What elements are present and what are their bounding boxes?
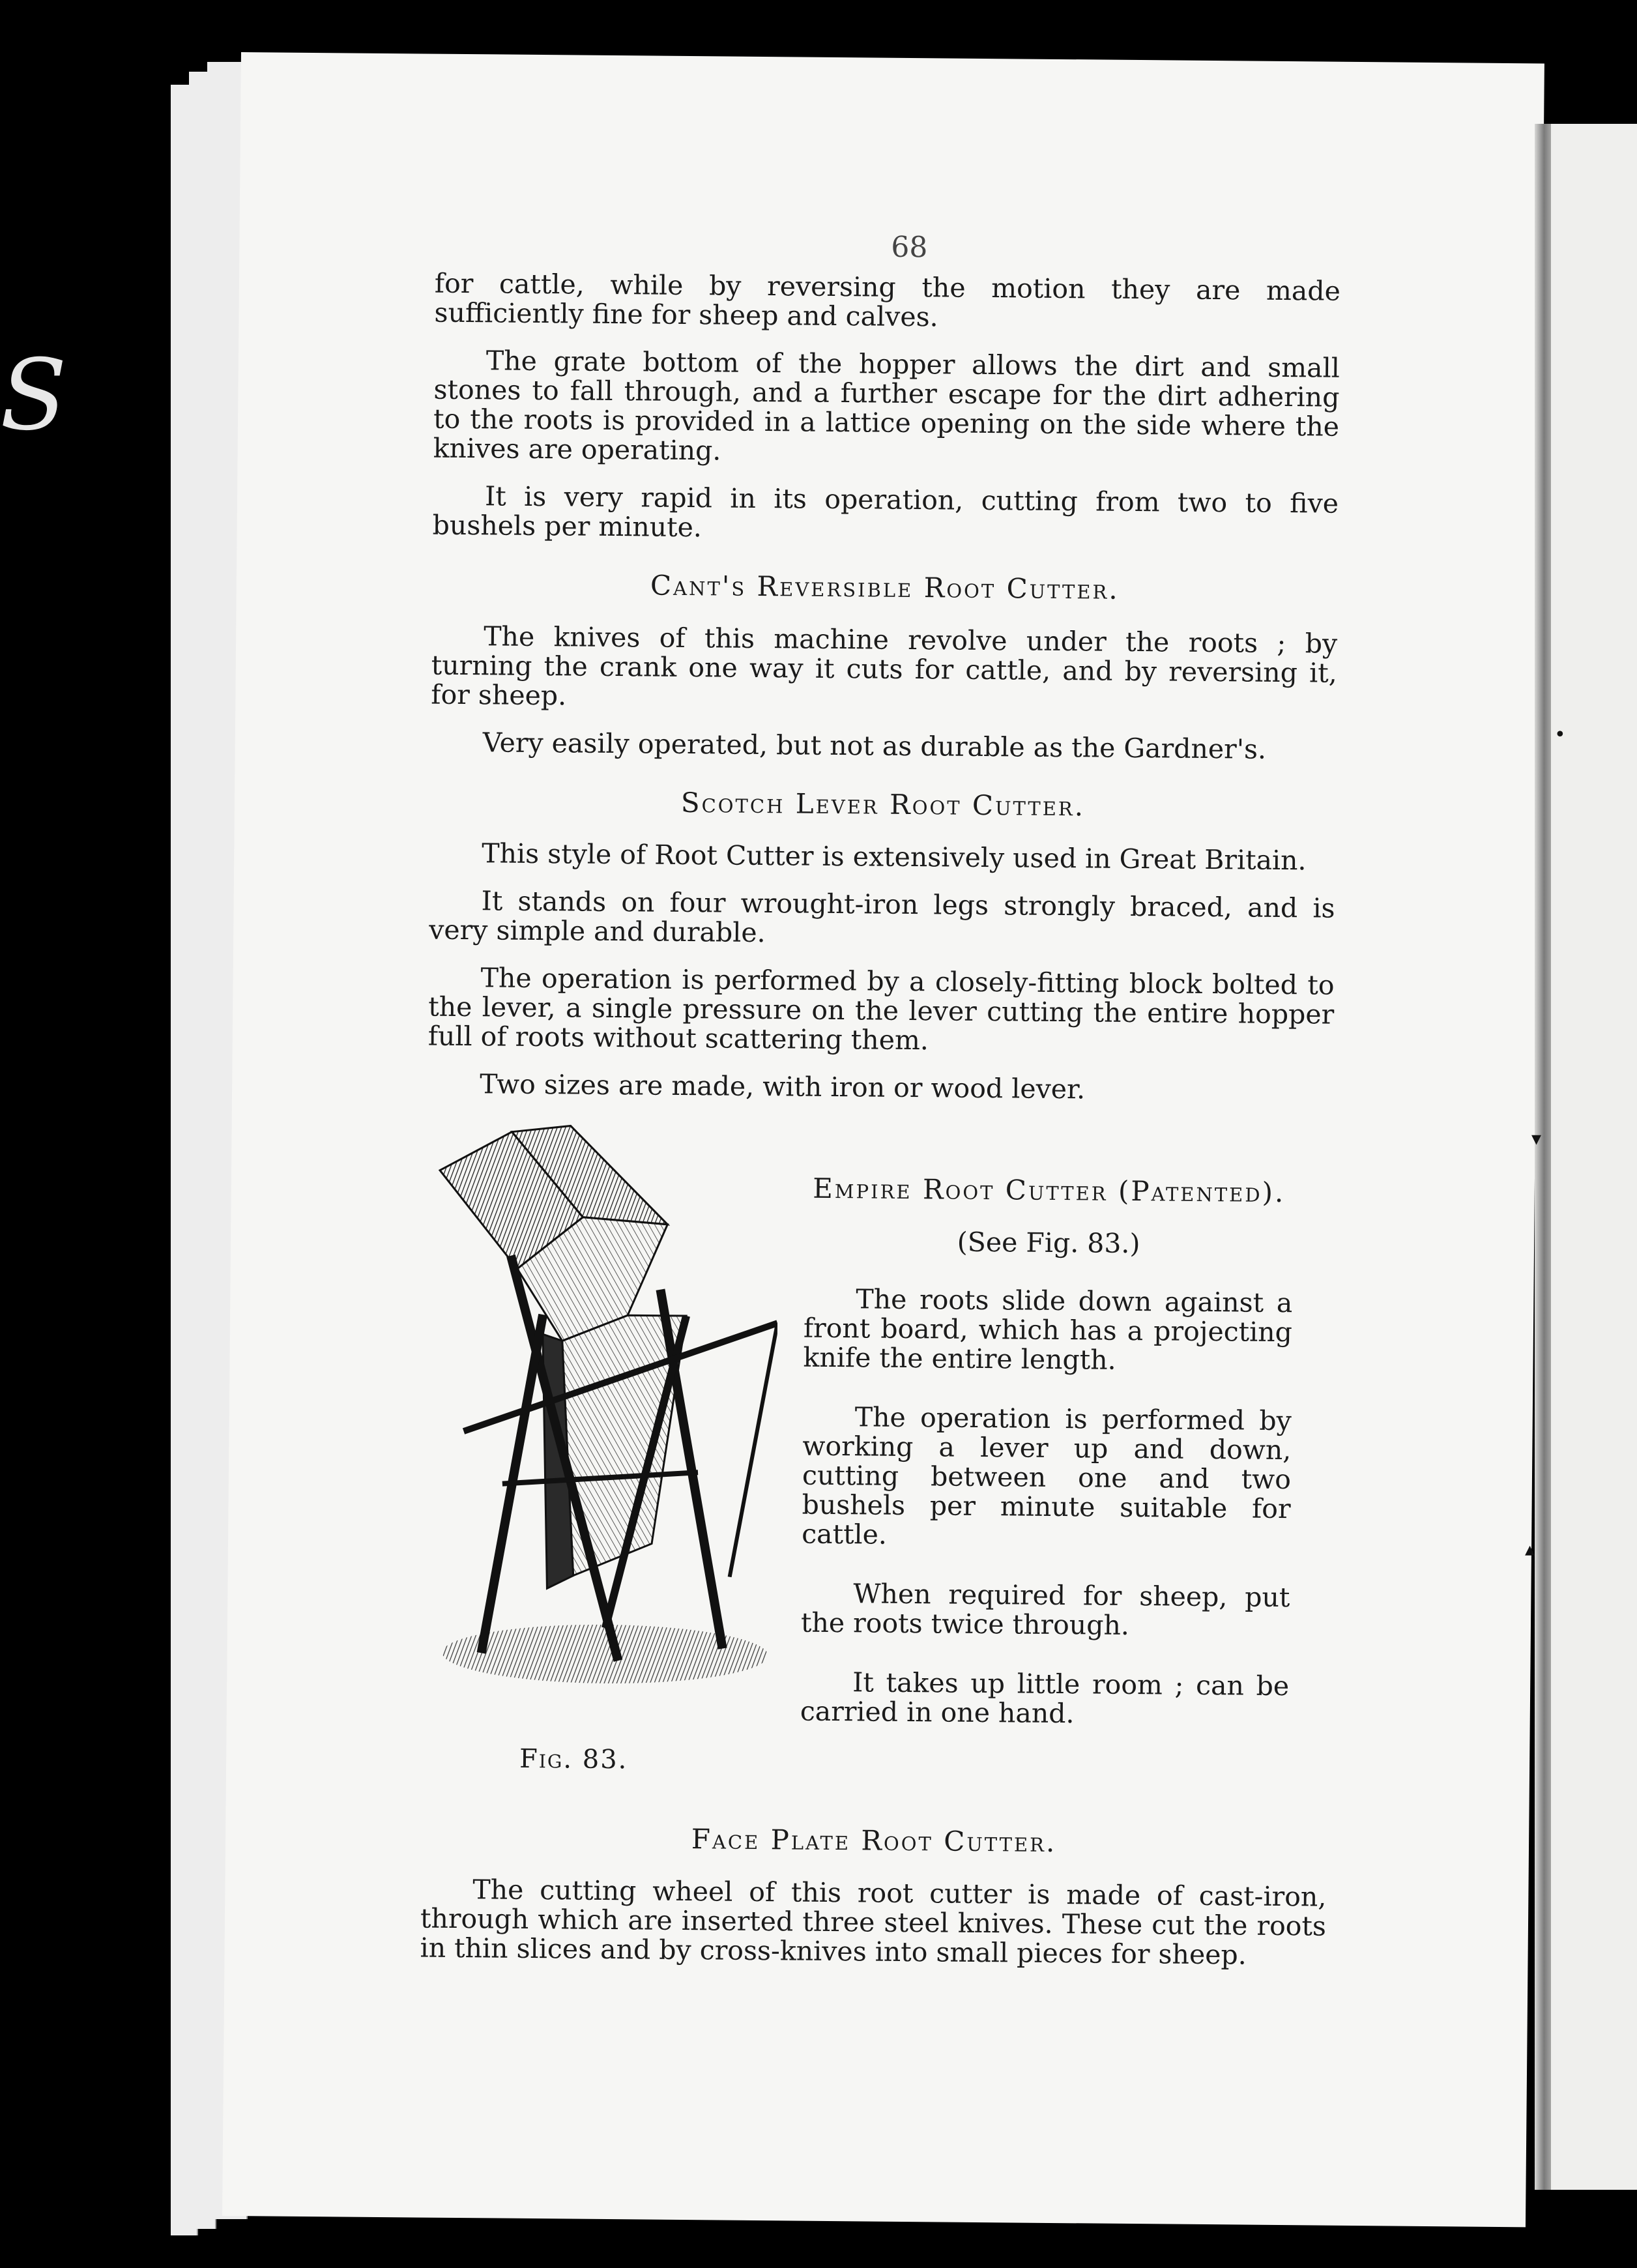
paragraph: Very easily operated, but not as durable as the Gardner's. [482, 727, 1267, 765]
paragraph: This style of Root Cutter is extensively used in Great Britain. [482, 837, 1307, 877]
book-gutter [1535, 124, 1552, 2190]
section-heading: Scotch Lever Root Cutter. [680, 786, 1086, 822]
paragraph: It stands on four wrought-iron legs strongly braced, and is very simple and durable. [429, 885, 1335, 949]
scan-speck: ▾ [1531, 1127, 1542, 1150]
paragraph: The grate bottom of the hopper allows the dirt and small stones to fall through, and a further escape for the dirt adhering to the roots is provided in a lattice opening on the side where the knives are operating. [433, 345, 1340, 467]
section-heading: Empire Root Cutter (Patented). [813, 1172, 1286, 1209]
page-content [420, 269, 1340, 1989]
page-number: 68 [891, 230, 928, 265]
paragraph: The operation is performed by working a lever up and down, cutting between one and two bushels per minute suitable for cattle. [801, 1401, 1292, 1550]
paragraph: Two sizes are made, with iron or wood lever. [479, 1068, 1086, 1105]
scan-speck: ▴ [1525, 1538, 1535, 1561]
figure-block [421, 1118, 1333, 1824]
paragraph: The knives of this machine revolve under the roots ; by turning the crank one way it cuts for cattle, and by reversing it, for sheep. [431, 620, 1338, 712]
empire-section [800, 1174, 1294, 1761]
facing-page-edge [1551, 124, 1637, 2190]
paragraph: It takes up little room ; can be carried in one hand. [800, 1666, 1290, 1730]
paragraph: When required for sheep, put the roots twice through. [800, 1578, 1290, 1641]
figure-caption: Fig. 83. [519, 1743, 628, 1775]
section-heading: Cant's Reversible Root Cutter. [650, 569, 1120, 605]
paragraph: for cattle, while by reversing the motion they are made sufficiently fine for sheep and calves. [434, 267, 1341, 333]
figure-reference: (See Fig. 83.) [957, 1226, 1140, 1260]
paragraph: It is very rapid in its operation, cutting from two to five bushels per minute. [432, 480, 1339, 544]
scan-speck: • [1554, 723, 1566, 746]
paragraph: The cutting wheel of this root cutter is made of cast-iron, through which are inserted three steel knives. These cut the roots in thin slices and by cross-knives into small pieces for sheep. [420, 1874, 1327, 1971]
root-cutter-engraving [409, 1118, 779, 1708]
section-heading: Face Plate Root Cutter. [691, 1823, 1057, 1859]
book-page [222, 52, 1544, 2227]
paragraph: The roots slide down against a front board, which has a projecting knife the entire length. [803, 1283, 1293, 1376]
paragraph: The operation is performed by a closely-fitting block bolted to the lever, a single pressure on the lever cutting the entire hopper full of roots without scattering them. [427, 962, 1335, 1056]
stray-letter-mark: S [0, 339, 67, 452]
